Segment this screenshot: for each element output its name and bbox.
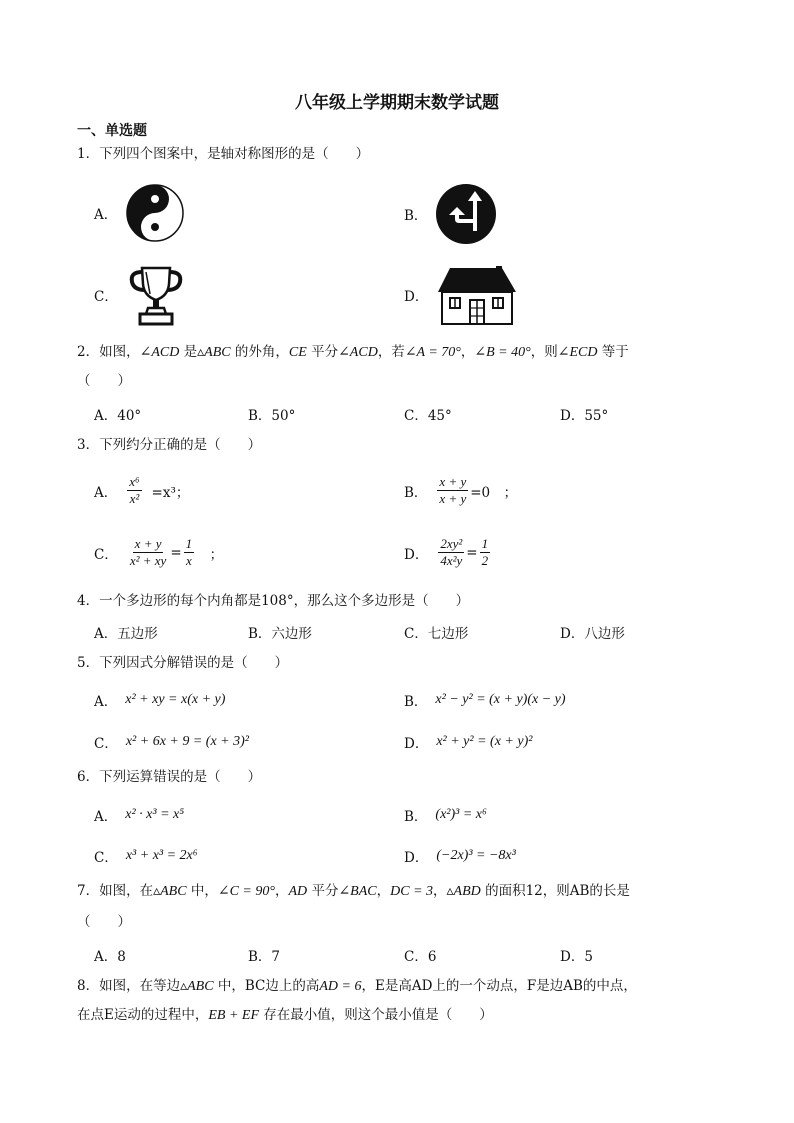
house-icon	[436, 264, 518, 326]
question-2-blank: （ ）	[77, 373, 131, 389]
turn-arrow-sign-icon	[435, 183, 497, 245]
option-label: D．	[404, 289, 429, 305]
question-7-stem: 7．如图，在▵ABC 中，∠C = 90°，AD 平分∠BAC，DC = 3，▵ABD 的面积12，则AB的长是	[77, 883, 630, 899]
q6-option-a[interactable]: A． x² · x³ = x⁵	[94, 807, 185, 825]
question-6-stem: 6．下列运算错误的是（ ）	[77, 769, 262, 785]
q7-option-c[interactable]: C．6	[404, 949, 437, 965]
q5-option-b[interactable]: B． x² − y² = (x + y)(x − y)	[404, 692, 566, 710]
q5-option-d[interactable]: D． x² + y² = (x + y)²	[404, 734, 533, 752]
q4-option-c[interactable]: C．七边形	[404, 626, 469, 642]
q1-option-b[interactable]	[404, 183, 497, 245]
q5-option-a[interactable]: A． x² + xy = x(x + y)	[94, 692, 226, 710]
question-2-stem: 2．如图，∠ACD 是▵ABC 的外角，CE 平分∠ACD，若∠A = 70°，∠B = 40°，则∠ECD 等于	[77, 344, 629, 360]
question-8-stem: 8．如图，在等边▵ABC 中，BC边上的高AD = 6，E是高AD上的一个动点，F是边AB的中点，	[77, 978, 637, 994]
q4-option-d[interactable]: D．八边形	[560, 626, 625, 642]
q2-option-a[interactable]: A．40°	[94, 408, 142, 424]
q1-option-a[interactable]	[94, 183, 185, 243]
q3-option-d[interactable]: D． $\frac{\text{2xy²}}{\text{4x²y}}$ = $\frac{1}{2}$	[404, 536, 489, 568]
page-title: 八年级上学期期末数学试题	[295, 93, 499, 113]
q6-option-b[interactable]: B． (x²)³ = x⁶	[404, 807, 487, 825]
section-heading: 一、单选题	[77, 123, 147, 139]
q1-option-c[interactable]	[94, 264, 186, 326]
q1-option-d[interactable]	[404, 264, 518, 326]
q6-option-c[interactable]: C． x³ + x³ = 2x⁶	[94, 848, 198, 866]
question-7-blank: （ ）	[77, 914, 131, 930]
question-4-stem: 4．一个多边形的每个内角都是108°，那么这个多边形是（ ）	[77, 593, 470, 609]
q7-option-a[interactable]: A．8	[94, 949, 126, 965]
q2-option-b[interactable]: B．50°	[248, 408, 296, 424]
yin-yang-icon	[125, 183, 185, 243]
q3-option-c[interactable]: C． $\frac{x + y}{\text{x² + xy}}$ = $\frac{1}{x}$ ；	[94, 536, 224, 568]
q2-option-d[interactable]: D．55°	[560, 408, 609, 424]
option-label: C．	[94, 289, 118, 305]
q6-option-d[interactable]: D． (−2x)³ = −8x³	[404, 848, 516, 866]
q3-option-a[interactable]: A． $\frac{\text{x⁶}}{\text{x²}}$ =x³；	[94, 474, 190, 506]
q5-option-c[interactable]: C． x² + 6x + 9 = (x + 3)²	[94, 734, 249, 752]
question-1-stem: 1．下列四个图案中，是轴对称图形的是（ ）	[77, 146, 370, 162]
q7-option-d[interactable]: D．5	[560, 949, 593, 965]
question-5-stem: 5．下列因式分解错误的是（ ）	[77, 655, 289, 671]
question-3-stem: 3．下列约分正确的是（ ）	[77, 437, 262, 453]
question-8-stem-line-2: 在点E运动的过程中，EB + EF 存在最小值，则这个最小值是（ ）	[77, 1007, 493, 1023]
option-label: A．	[94, 207, 118, 223]
option-label: B．	[404, 208, 428, 224]
q4-option-a[interactable]: A．五边形	[94, 626, 158, 642]
q7-option-b[interactable]: B．7	[248, 949, 281, 965]
q4-option-b[interactable]: B．六边形	[248, 626, 312, 642]
q3-option-b[interactable]: B． $\frac{x + y}{x + y}$ =0 ；	[404, 474, 518, 506]
q2-option-c[interactable]: C．45°	[404, 408, 452, 424]
trophy-icon	[126, 264, 186, 326]
